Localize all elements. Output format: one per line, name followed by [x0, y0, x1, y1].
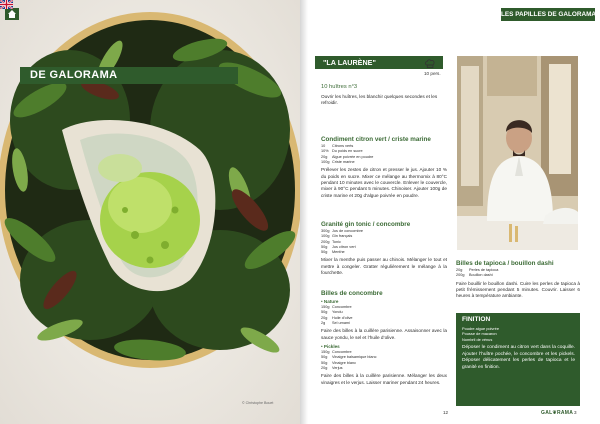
chef-photo [457, 56, 578, 250]
photo-credit: © Christophe Bouet [242, 401, 274, 405]
granite-ingredients [321, 229, 447, 255]
ingredient-row: 10% Du poids en sucre [321, 149, 363, 154]
ingredient-row: 50g Menthe [321, 250, 345, 255]
finition-ingredient: Pousse de macaron [462, 331, 497, 337]
section-title: LES PAPILLES DE GALORAMA [501, 11, 597, 18]
ingredient-row: 20g Perles de tapioca [456, 268, 499, 272]
finition-box [456, 313, 580, 406]
pickles-instructions: Faire des billes à la cuillère parisienne. Mélanger les deux vinaigres et le verjus. Laisser mariner pendant 24 heures. [321, 373, 447, 385]
chef-hat-icon [424, 58, 436, 70]
ingredient-row: 20g Algue poivrée en poudre [321, 154, 374, 159]
ingredient-row: 50g Vinaigre balsamique blanc [321, 355, 377, 360]
tapioca-title: Billes de tapioca / bouillon dashi [456, 260, 554, 267]
ingredient-row: 150g Concombre [321, 305, 352, 309]
finition-ingredient: Poudre algue poivrée [462, 326, 499, 331]
granite-section [321, 221, 447, 277]
oysters-instructions: Ouvrir les huîtres, les blanchir quelques secondes et les refroidir. [321, 94, 438, 106]
cucumber-balls-section [321, 290, 447, 386]
home-icon [5, 8, 19, 20]
recipe-name: "LA LAURÈNE" [323, 58, 376, 67]
ingredient-row: 10 Citrons verts [321, 144, 354, 148]
title-banner [20, 67, 238, 84]
page-number: 12 [443, 410, 449, 415]
page-title: DE GALORAMA [30, 69, 118, 81]
tapioca-ingredients [456, 268, 580, 279]
tapioca-instructions: Faire bouillir le bouillon dashi. Cuire les perles de tapioca à petit frémissement pendant 5 minutes. Couvrir. Laisser 6 heures à température ambiante. [456, 280, 580, 299]
ingredient-row: 50g Yondu [321, 310, 343, 315]
nature-instructions: Faire des billes à la cuillère parisienne. Assaisonner avec la sauce yondu, le sel et l’huile d’olive. [321, 328, 447, 340]
finition-ingredient: Nombril de vénus [462, 336, 493, 342]
ingredient-row: 100g Criste marine [321, 159, 355, 164]
ingredient-row: 20g Verjus [321, 365, 343, 370]
nature-ingredients [321, 305, 447, 326]
ingredient-row: 300g Jus de concombre [321, 229, 364, 233]
tapioca-section [456, 260, 580, 300]
section-header [501, 8, 595, 21]
granite-instructions: Mixer la menthe puis passer au chinois. Mélanger le tout et mettre à congeler. Gratter régulièrement le mélange à la fourchette. [321, 257, 447, 276]
main-ingredient: 10 huîtres n°3 [321, 84, 358, 90]
pickles-ingredients [321, 350, 447, 371]
ingredient-row: 200g Bouillon dashi [456, 273, 493, 278]
ingredient-row: 20g Huile d’olive [321, 315, 353, 320]
pickles-subtitle: • Pickles [321, 344, 340, 349]
ingredient-row: 50g Jus citron vert [321, 244, 356, 249]
condiment-ingredients [321, 144, 447, 165]
ingredient-row: 50g Vinaigre blanc [321, 360, 356, 365]
ingredient-row: 2g Sel umami [321, 320, 350, 325]
ingredient-row: 150g Concombre [321, 350, 352, 354]
page-spine-shadow [300, 0, 308, 424]
page-number-secondary: 3 [574, 410, 577, 415]
galorama-logo: GAL❦RAMA [541, 410, 574, 416]
cucumber-balls-title: Billes de concombre [321, 290, 383, 297]
condiment-instructions: Prélever les zestes de citron et presser le jus. Ajouter 10 % du poids en sucre. Mixer ce mélange au thermomix à 80°C pendant 10 minutes avec le couvercle. Enlever le couvercle, mixer à 90°C pendant 5 minutes. Chinoiser. Ajouter 100g de criste marine et 20g d’algue poivrée en poudre. [321, 167, 447, 198]
home-button[interactable] [5, 8, 19, 20]
granite-title: Granité gin tonic / concombre [321, 221, 411, 228]
nature-subtitle: • Nature [321, 299, 339, 304]
condiment-section [321, 136, 447, 199]
condiment-title: Condiment citron vert / criste marine [321, 136, 431, 143]
finition-instructions: Déposer le condiment au citron vert dans la coquille. Ajouter l’huître pochée, le concombre et les pickels. Déposer délicatement les perles de tapioca et le granité en finition. [462, 345, 575, 370]
ingredient-row: 100g Gin français [321, 234, 353, 239]
servings: 10 pers. [424, 71, 441, 76]
chef-portrait-illustration [457, 56, 578, 250]
finition-title: FINITION [462, 316, 491, 323]
finition-ingredients [462, 326, 499, 342]
uk-flag-icon[interactable] [0, 0, 13, 9]
ingredient-row: 200g Tonic [321, 239, 341, 244]
